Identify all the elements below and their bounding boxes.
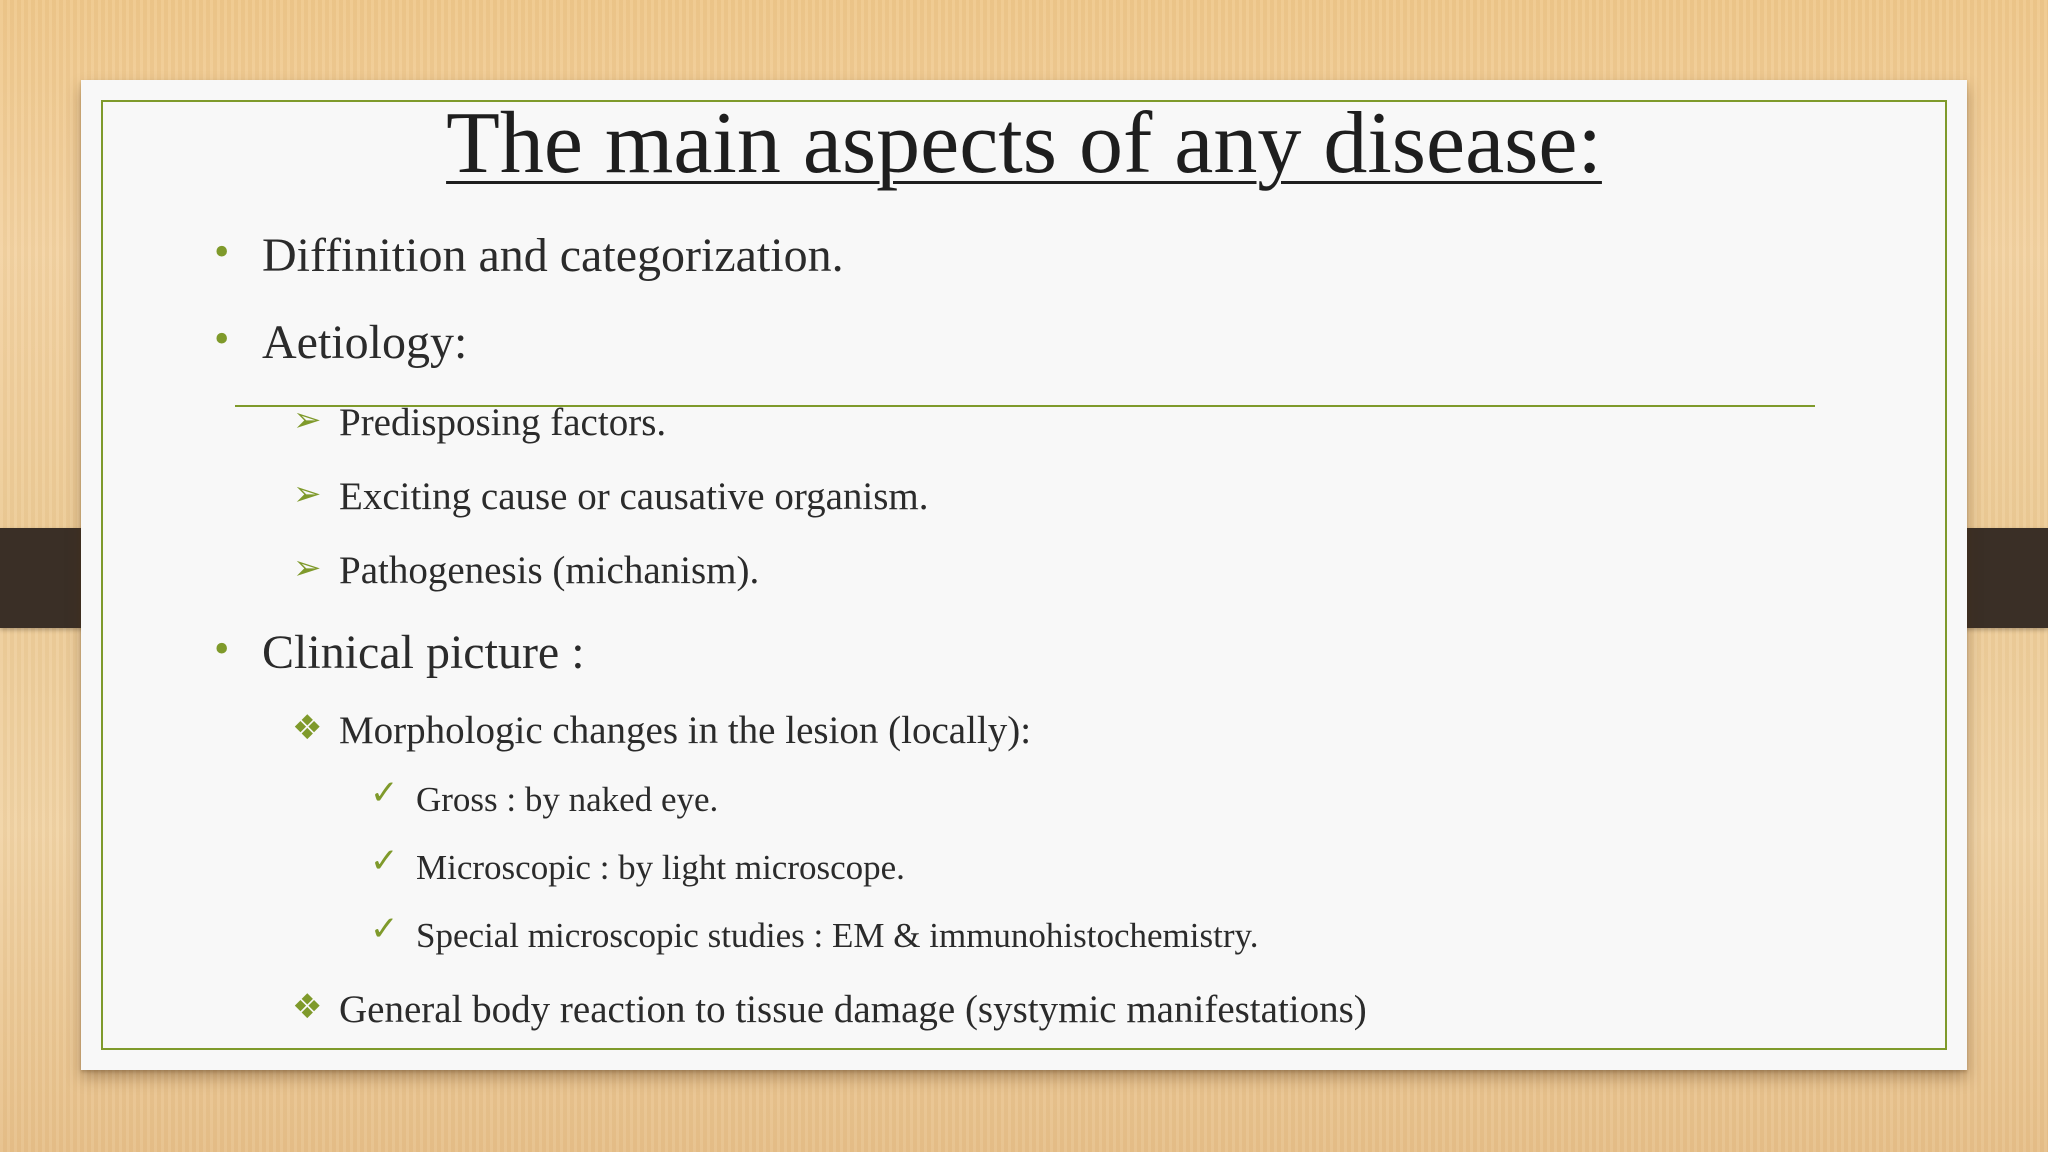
bullet-item: Diffinition and categorization. (262, 229, 844, 282)
slide-title: The main aspects of any disease: (446, 95, 1602, 192)
bullet-item: Aetiology: (262, 316, 468, 369)
bullet-dot-icon: • (214, 314, 230, 363)
sub-sub-bullet-item: Gross : by naked eye. (416, 780, 719, 819)
bullet-item: Clinical picture : (262, 626, 585, 679)
sub-bullet-item: Pathogenesis (michanism). (339, 549, 760, 592)
diamond-bullet-icon: ❖ (292, 987, 323, 1027)
check-bullet-icon: ✓ (370, 773, 399, 813)
arrow-bullet-icon: ➢ (293, 400, 322, 440)
check-bullet-icon: ✓ (370, 841, 399, 881)
bullet-dot-icon: • (214, 227, 230, 276)
bullet-dot-icon: • (214, 624, 230, 673)
arrow-bullet-icon: ➢ (293, 474, 322, 514)
arrow-bullet-icon: ➢ (293, 548, 322, 588)
sub-bullet-item: Predisposing factors. (339, 401, 667, 444)
check-bullet-icon: ✓ (370, 909, 399, 949)
sub-sub-bullet-item: Special microscopic studies : EM & immunohistochemistry. (416, 916, 1259, 955)
sub-bullet-item: General body reaction to tissue damage (systymic manifestations) (339, 988, 1367, 1031)
sub-bullet-item: Morphologic changes in the lesion (locally): (339, 709, 1032, 752)
sub-bullet-item: Exciting cause or causative organism. (339, 475, 929, 518)
diamond-bullet-icon: ❖ (292, 708, 323, 748)
sub-sub-bullet-item: Microscopic : by light microscope. (416, 848, 905, 887)
